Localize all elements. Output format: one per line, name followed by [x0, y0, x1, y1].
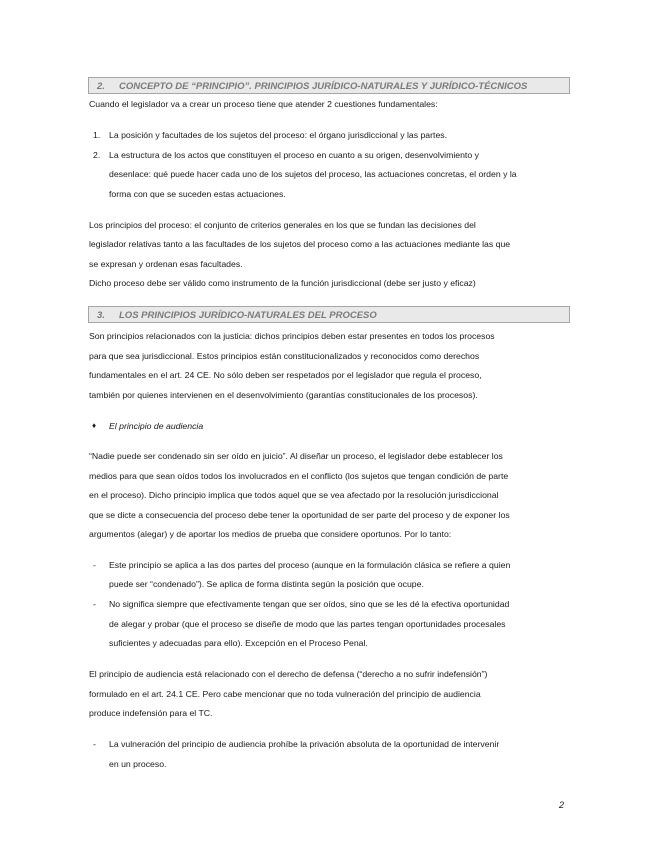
diamond-bullet-icon: ♦ — [92, 421, 97, 430]
paragraph-line: “Nadie puede ser condenado sin ser oído en juicio”. Al diseñar un proceso, el legislador debe establecer los — [89, 451, 503, 461]
dash-item-line: No significa siempre que efectivamente tengan que ser oídos, sino que se les dé la efectiva oportunidad — [109, 599, 510, 609]
paragraph-line: fundamentales en el art. 24 CE. No sólo deben ser respetados por el legislador que regula el proceso, — [89, 370, 482, 380]
paragraph-line: en el proceso). Dicho principio implica que todos aquel que se vea afectado por la resolución jurisdiccional — [89, 490, 499, 500]
paragraph-line: Cuando el legislador va a crear un proceso tiene que atender 2 cuestiones fundamentales: — [89, 99, 438, 109]
section-heading — [88, 77, 570, 94]
dash-item-line: Este principio se aplica a las dos partes del proceso (aunque en la formulación clásica se refiere a quien — [109, 560, 511, 570]
paragraph-line: Son principios relacionados con la justicia: dichos principios deben estar presentes en todos los procesos — [89, 331, 495, 341]
paragraph-line: para que sea jurisdiccional. Estos principios están constitucionalizados y reconocidos como derechos — [89, 351, 480, 361]
paragraph-line: El principio de audiencia está relacionado con el derecho de defensa (“derecho a no sufrir indefensión”) — [89, 669, 488, 679]
list-item-line: La estructura de los actos que constituyen el proceso en cuanto a su origen, desenvolvimiento y — [109, 150, 479, 160]
paragraph-line: Los principios del proceso: el conjunto de criterios generales en los que se fundan las decisiones del — [89, 220, 476, 230]
paragraph-line: Dicho proceso debe ser válido como instrumento de la función jurisdiccional (debe ser justo y eficaz) — [89, 278, 476, 288]
dash-item-line: puede ser “condenado”). Se aplica de forma distinta según la posición que ocupe. — [109, 579, 424, 589]
dash-marker: - — [93, 560, 96, 570]
paragraph-line: se expresan y ordenan esas facultades. — [89, 259, 243, 269]
paragraph-line: argumentos (alegar) y de aportar los medios de prueba que considere oportunos. Por lo tanto: — [89, 529, 452, 539]
section-title: LOS PRINCIPIOS JURÍDICO-NATURALES DEL PROCESO — [119, 310, 377, 321]
list-item-line: forma con que se suceden estas actuaciones. — [109, 189, 286, 199]
list-marker: 2. — [93, 150, 101, 160]
section-number: 3. — [97, 310, 105, 321]
dash-item-line: La vulneración del principio de audiencia prohíbe la privación absoluta de la oportunidad de intervenir — [109, 739, 500, 749]
section-title: CONCEPTO DE “PRINCIPIO”. PRINCIPIOS JURÍDICO-NATURALES Y JURÍDICO-TÉCNICOS — [119, 81, 528, 92]
dash-marker: - — [93, 739, 96, 749]
paragraph-line: que se dicte a consecuencia del proceso debe tener la oportunidad de ser parte del proceso y de exponer los — [89, 510, 510, 520]
paragraph-line: medios para que sean oídos todos los involucrados en el conflicto (los sujetos que tengan condición de parte — [89, 471, 509, 481]
section-heading — [88, 306, 570, 323]
list-item-line: desenlace: qué puede hacer cada uno de los sujetos del proceso, las actuaciones concretas, el orden y la — [109, 169, 517, 179]
paragraph-line: formulado en el art. 24.1 CE. Pero cabe mencionar que no toda vulneración del principio de audiencia — [89, 689, 481, 699]
page-number: 2 — [559, 800, 565, 810]
section-number: 2. — [97, 81, 105, 92]
dash-item-line: en un proceso. — [109, 759, 167, 769]
list-item-line: La posición y facultades de los sujetos del proceso: el órgano jurisdiccional y las partes. — [109, 130, 448, 140]
paragraph-line: produce indefensión para el TC. — [89, 708, 213, 718]
subsection-label: El principio de audiencia — [109, 421, 204, 431]
dash-marker: - — [93, 599, 96, 609]
list-marker: 1. — [93, 130, 101, 140]
paragraph-line: legislador relativas tanto a las facultades de los sujetos del proceso como a las actuaciones mediante las que — [89, 239, 511, 249]
paragraph-line: también por quienes intervienen en el desenvolvimiento (garantías constitucionales de los procesos). — [89, 390, 478, 400]
dash-item-line: de alegar y probar (que el proceso se diseñe de modo que las partes tengan oportunidades procesales — [109, 619, 506, 629]
dash-item-line: suficientes y adecuadas para ello). Excepción en el Proceso Penal. — [109, 638, 368, 648]
